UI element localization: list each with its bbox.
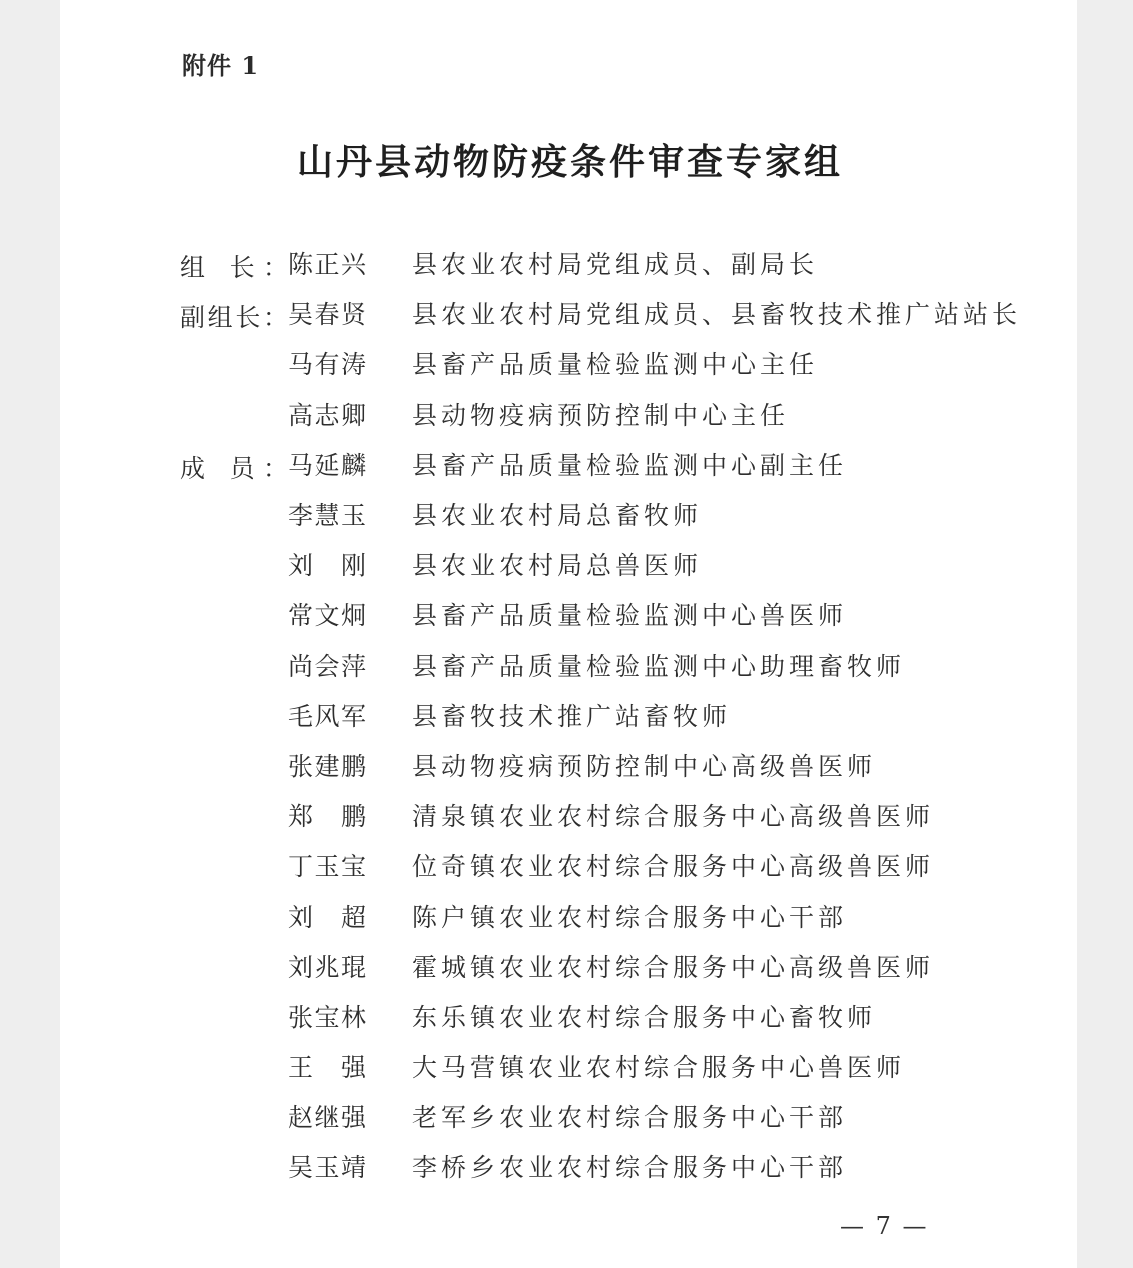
roster-row: [180, 840, 1060, 890]
roster-row: [180, 338, 1060, 388]
member-post: 县农业农村局总兽医师: [412, 551, 703, 581]
member-post: 县农业农村局党组成员、副局长: [412, 250, 819, 280]
member-name: 高志卿: [288, 400, 366, 430]
roster-row: [180, 1091, 1060, 1141]
roster-row: [180, 640, 1060, 690]
role-label: 成 员：: [180, 453, 288, 483]
page-number: — 7 —: [840, 1212, 929, 1240]
member-post: 李桥乡农业农村综合服务中心干部: [412, 1153, 848, 1183]
document-page: [60, 0, 1077, 1268]
member-name: 李慧玉: [288, 501, 366, 531]
member-post: 县动物疫病预防控制中心主任: [412, 400, 790, 430]
member-post: 县农业农村局总畜牧师: [412, 501, 703, 531]
member-post: 县畜产品质量检验监测中心兽医师: [412, 601, 848, 631]
member-post: 县畜产品质量检验监测中心助理畜牧师: [412, 651, 906, 681]
roster-row: [180, 288, 1060, 338]
member-name: 丁玉宝: [288, 852, 366, 882]
roster-row: [180, 439, 1060, 489]
expert-roster: [180, 238, 1060, 1192]
member-post: 霍城镇农业农村综合服务中心高级兽医师: [412, 952, 935, 982]
roster-row: [180, 589, 1060, 639]
member-name: 王 强: [288, 1053, 366, 1083]
member-name: 张宝林: [288, 1002, 366, 1032]
member-name: 常文炯: [288, 601, 366, 631]
member-post: 县畜产品质量检验监测中心副主任: [412, 450, 848, 480]
role-label: 组 长：: [180, 253, 288, 283]
member-name: 郑 鹏: [288, 802, 366, 832]
roster-row: [180, 790, 1060, 840]
roster-row: [180, 389, 1060, 439]
member-post: 县畜产品质量检验监测中心主任: [412, 350, 819, 380]
member-name: 吴玉靖: [288, 1153, 366, 1183]
member-post: 陈户镇农业农村综合服务中心干部: [412, 902, 848, 932]
member-name: 刘 刚: [288, 551, 366, 581]
member-name: 马延麟: [288, 450, 366, 480]
role-label: 副组长：: [180, 303, 288, 333]
roster-row: [180, 740, 1060, 790]
member-post: 老军乡农业农村综合服务中心干部: [412, 1103, 848, 1133]
roster-row: [180, 539, 1060, 589]
member-name: 赵继强: [288, 1103, 366, 1133]
roster-row: [180, 1041, 1060, 1091]
member-name: 刘 超: [288, 902, 366, 932]
member-name: 陈正兴: [288, 250, 366, 280]
member-name: 尚会萍: [288, 651, 366, 681]
roster-row: [180, 489, 1060, 539]
member-name: 马有涛: [288, 350, 366, 380]
roster-row: [180, 991, 1060, 1041]
member-post: 县畜牧技术推广站畜牧师: [412, 701, 732, 731]
member-post: 东乐镇农业农村综合服务中心畜牧师: [412, 1002, 877, 1032]
attachment-label: 附件 1: [182, 51, 260, 80]
member-name: 刘兆琨: [288, 952, 366, 982]
roster-row: [180, 890, 1060, 940]
member-name: 张建鹏: [288, 751, 366, 781]
member-post: 县动物疫病预防控制中心高级兽医师: [412, 751, 877, 781]
member-post: 位奇镇农业农村综合服务中心高级兽医师: [412, 852, 935, 882]
member-post: 大马营镇农业农村综合服务中心兽医师: [412, 1053, 906, 1083]
member-post: 县农业农村局党组成员、县畜牧技术推广站站长: [412, 300, 1022, 330]
roster-row: [180, 238, 1060, 288]
roster-row: [180, 690, 1060, 740]
roster-row: [180, 1141, 1060, 1191]
member-name: 毛风军: [288, 701, 366, 731]
member-post: 清泉镇农业农村综合服务中心高级兽医师: [412, 802, 935, 832]
document-title: 山丹县动物防疫条件审查专家组: [296, 141, 843, 183]
member-name: 吴春贤: [288, 300, 366, 330]
roster-row: [180, 941, 1060, 991]
